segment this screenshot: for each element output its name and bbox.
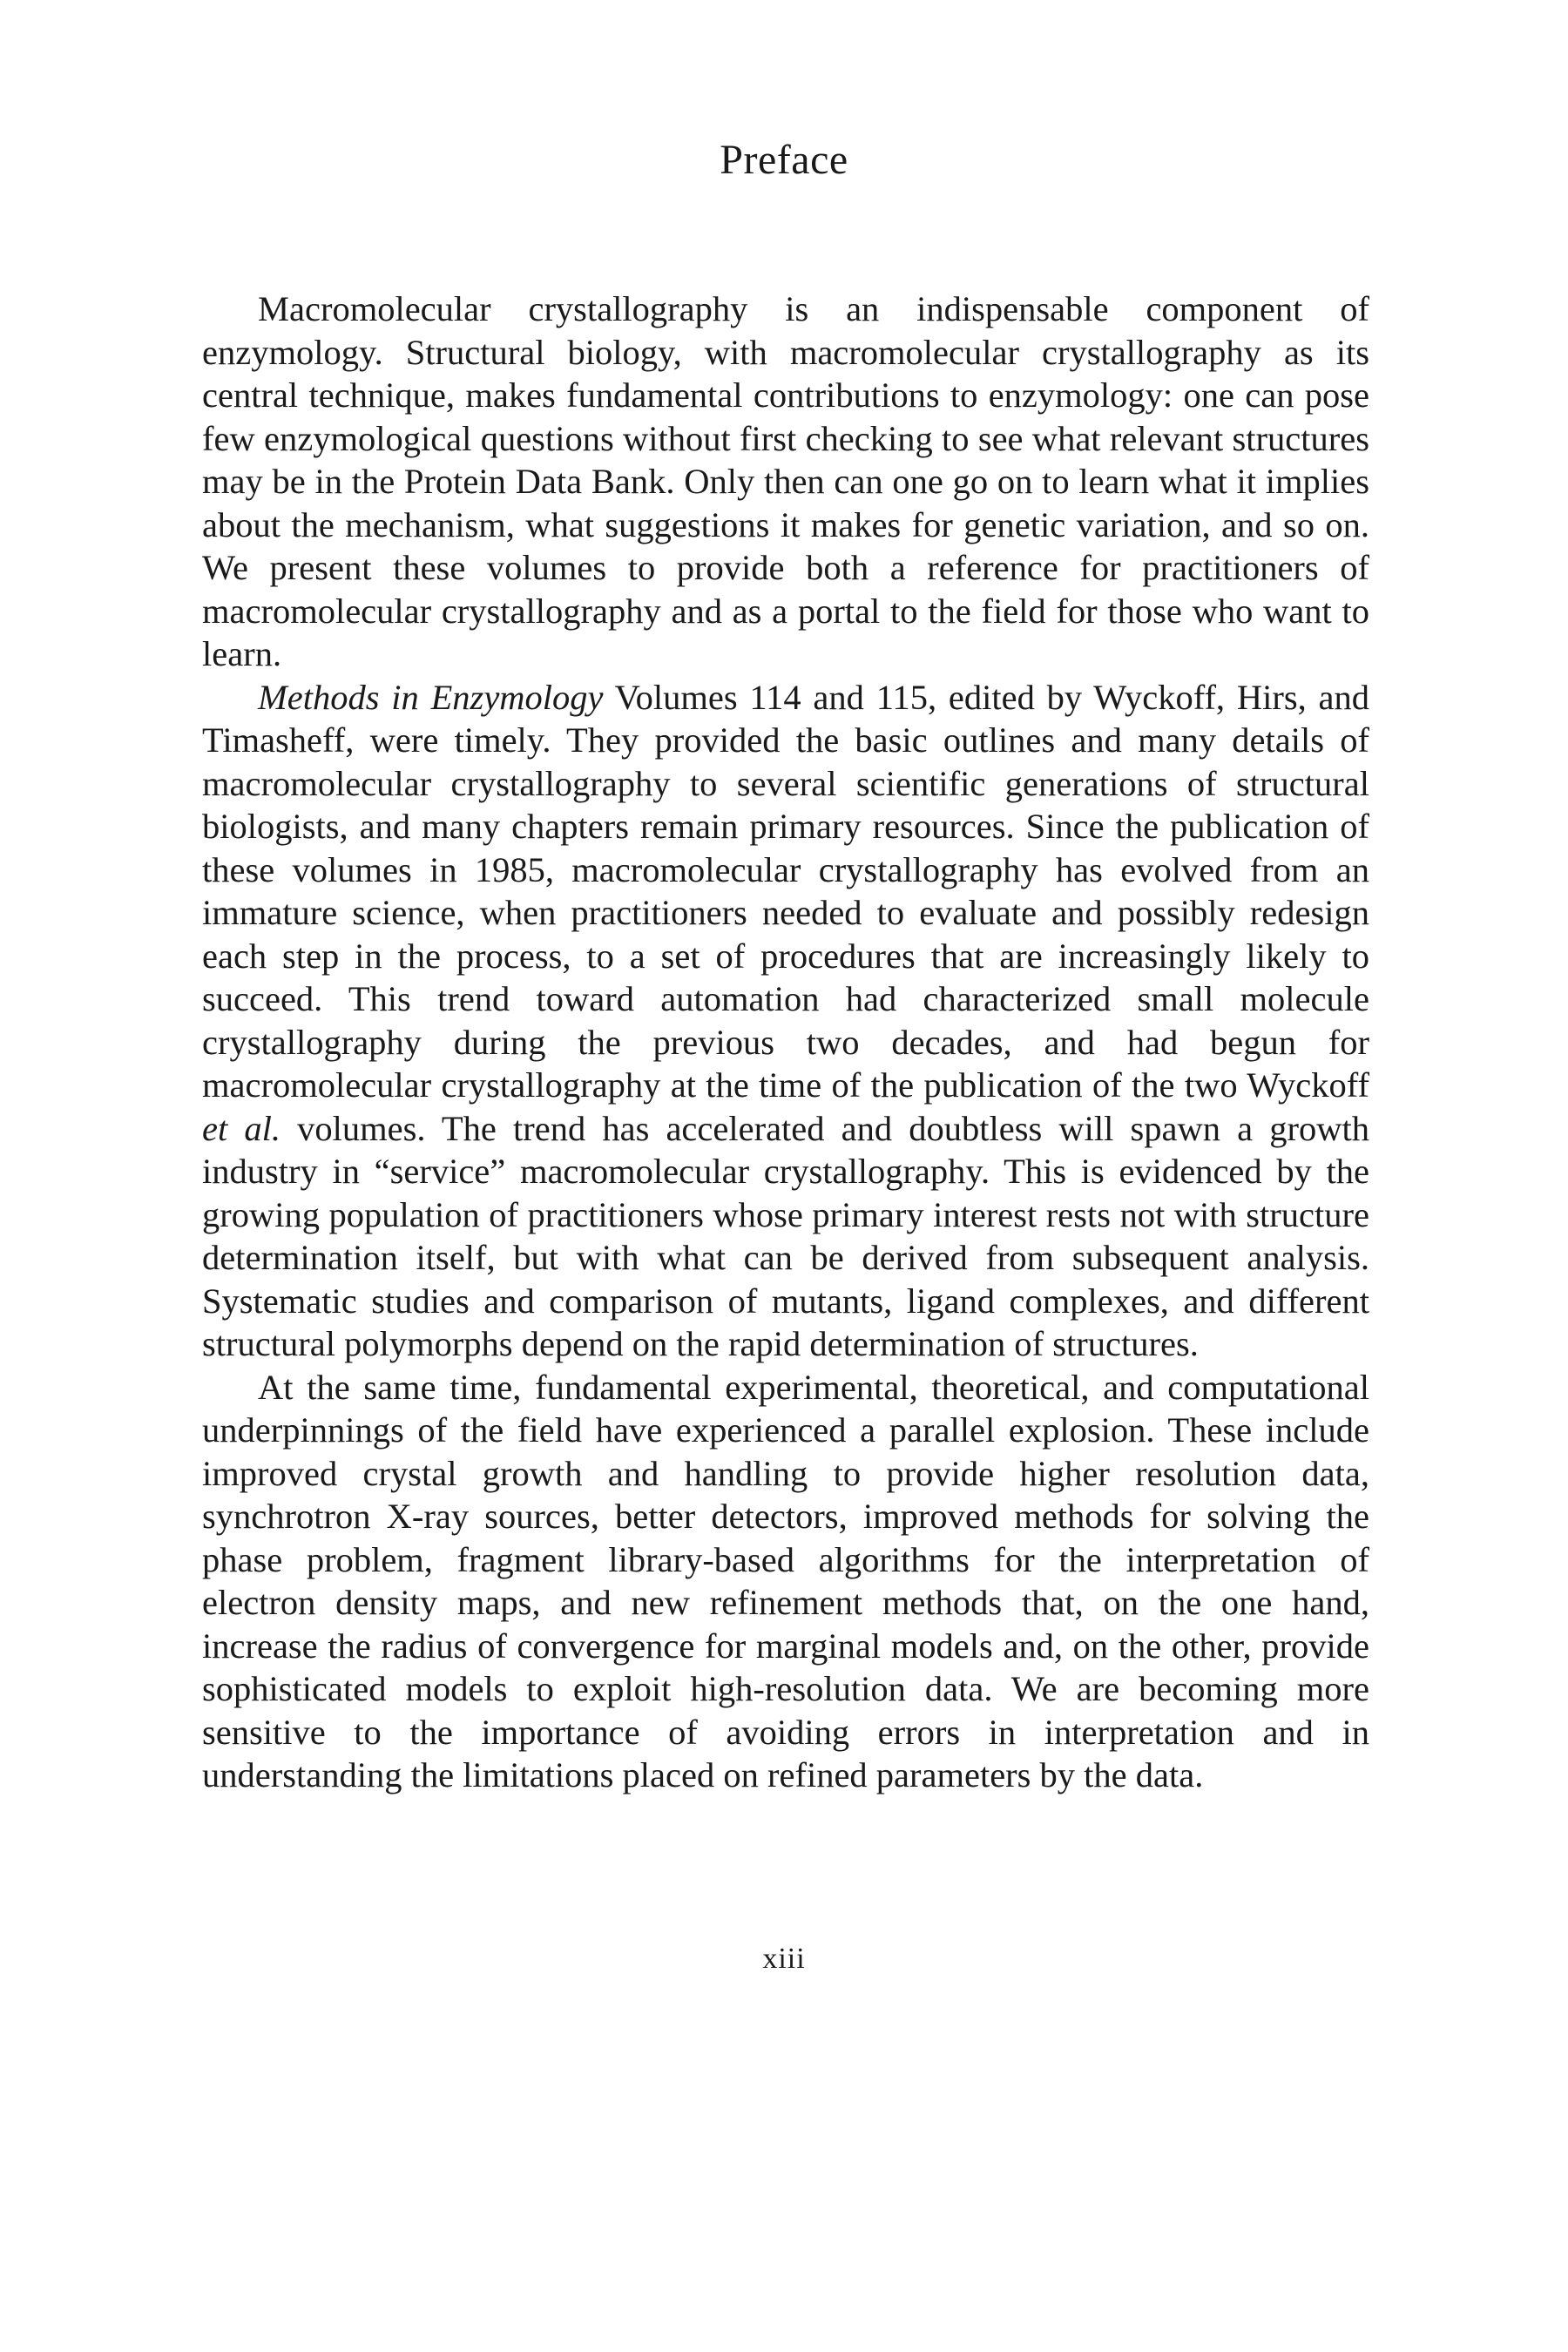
paragraph-3 bbox=[202, 1366, 1369, 1797]
body-text bbox=[202, 287, 1369, 1797]
paragraph-2 bbox=[202, 676, 1369, 1366]
et-al-italic: et al. bbox=[202, 1108, 280, 1148]
page-number: xiii bbox=[762, 1943, 806, 1975]
paragraph-2-text-a: Volumes 114 and 115, edited by Wyckoff, Hirs, and Timasheff, were timely. They provided the basic outlines and many details of macromolecular crystallography to several scientific generations of structural biologists, and many chapters remain primary resources. Since the publication of these volumes in 1985, macromolecular crystallography has evolved from an immature science, when practitioners needed to evaluate and possibly redesign each step in the process, to a set of procedures that are increasingly likely to succeed. This trend toward automation had characterized small molecule crystallography during the previous two decades, and had begun for macromolecular crystallography at the time of the publication of the two Wyckoff bbox=[202, 677, 1369, 1105]
paragraph-2-text-b: volumes. The trend has accelerated and doubtless will spawn a growth industry in “service” macromolecular crystallography. This is evidenced by the growing population of practitioners whose primary interest rests not with structure determination itself, but with what can be derived from subsequent analysis. Systematic studies and comparison of mutants, ligand complexes, and different structural polymorphs depend on the rapid determination of structures. bbox=[202, 1108, 1369, 1363]
paragraph-1-text: Macromolecular crystallography is an indispensable component of enzymology. Structural biology, with macromolecular crystallography as its central technique, makes fundamental contributions to enzymology: one can pose few enzymological questions without first checking to see what relevant structures may be in the Protein Data Bank. Only then can one go on to learn what it implies about the mechanism, what suggestions it makes for genetic variation, and so on. We present these volumes to provide both a reference for practitioners of macromolecular crystallography and as a portal to the field for those who want to learn. bbox=[202, 289, 1369, 673]
page-title: Preface bbox=[720, 137, 848, 183]
paragraph-3-text: At the same time, fundamental experimental, theoretical, and computational underpinnings of the field have experienced a parallel explosion. These include improved crystal growth and handling to provide higher resolution data, synchrotron X-ray sources, better detectors, improved methods for solving the phase problem, fragment library-based algorithms for the interpretation of electron density maps, and new refinement methods that, on the one hand, increase the radius of convergence for marginal models and, on the other, provide sophisticated models to exploit high-resolution data. We are becoming more sensitive to the importance of avoiding errors in interpretation and in understanding the limitations placed on refined parameters by the data. bbox=[202, 1367, 1369, 1794]
book-title-italic: Methods in Enzymology bbox=[258, 677, 604, 717]
paragraph-1 bbox=[202, 287, 1369, 676]
